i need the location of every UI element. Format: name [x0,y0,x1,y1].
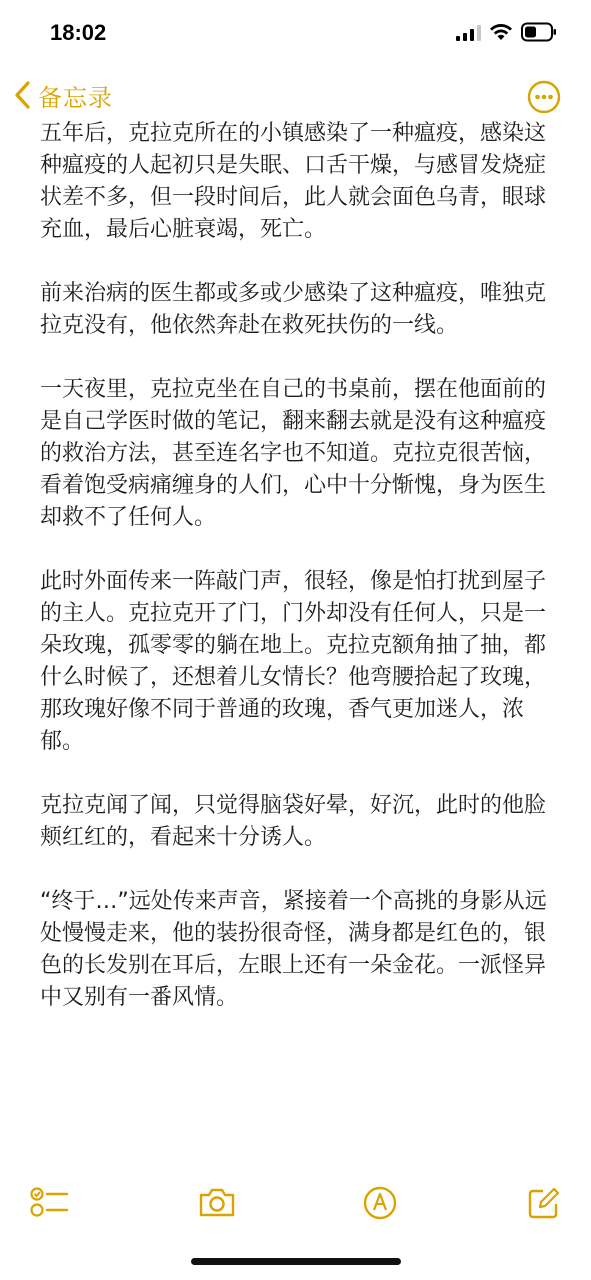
status-bar [0,0,591,64]
camera-icon[interactable] [197,1186,237,1218]
note-paragraph: 五年后，克拉克所在的小镇感染了一种瘟疫，感染这种瘟疫的人起初只是失眠、口舌干燥，与感冒发烧症状差不多，但一段时间后，此人就会面色乌青，眼球充血，最后心脏衰竭，死亡。 [40,121,547,242]
back-label: 备忘录 [38,83,113,112]
markup-icon[interactable] [363,1186,397,1220]
back-button[interactable] [14,78,113,112]
cellular-signal-icon [456,25,482,41]
wifi-icon [489,22,513,42]
chevron-left-icon [14,80,32,110]
nav-bar [0,64,591,124]
note-paragraph: 此时外面传来一阵敲门声，很轻，像是怕打扰到屋子的主人。克拉克开了门，门外却没有任何人，只是一朵玫瑰，孤零零的躺在地上。克拉克额角抽了抽，都什么时候了，还想着儿女情长？他弯腰拾起了玫瑰，那玫瑰好像不同于普通的玫瑰，香气更加迷人，浓郁。 [40,569,547,754]
note-paragraph: “终于…”远处传来声音，紧接着一个高挑的身影从远处慢慢走来，他的装扮很奇怪，满身都是红色的，银色的长发别在耳后，左眼上还有一朵金花。一派怪异中又别有一番风情。 [40,889,547,1010]
note-paragraph: 克拉克闻了闻，只觉得脑袋好晕，好沉，此时的他脸颊红红的，看起来十分诱人。 [40,793,547,850]
note-body[interactable] [40,118,560,1178]
status-time: 18:02 [50,20,107,45]
battery-icon [521,22,557,42]
home-indicator[interactable] [191,1258,401,1265]
compose-icon[interactable] [527,1186,561,1220]
checklist-icon[interactable] [30,1186,70,1218]
note-paragraph: 一天夜里，克拉克坐在自己的书桌前，摆在他面前的是自己学医时做的笔记，翻来翻去就是没有这种瘟疫的救治方法，甚至连名字也不知道。克拉克很苦恼，看着饱受病痛缠身的人们，心中十分惭愧，身为医生却救不了任何人。 [40,377,547,530]
note-paragraph: 前来治病的医生都或多或少感染了这种瘟疫，唯独克拉克没有，他依然奔赴在救死扶伤的一线。 [40,281,547,338]
more-options-icon[interactable] [527,80,561,114]
